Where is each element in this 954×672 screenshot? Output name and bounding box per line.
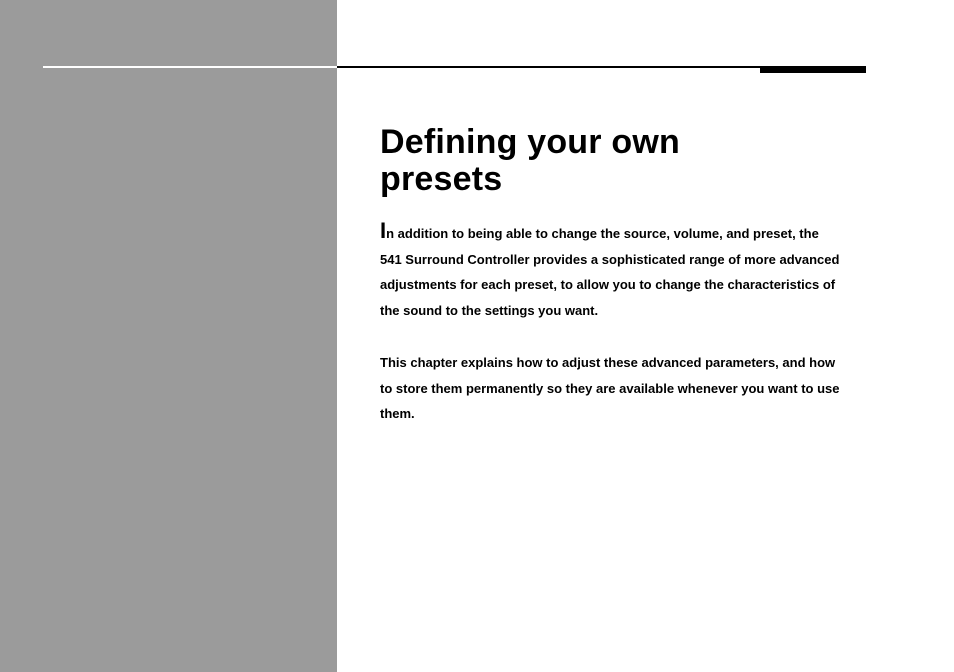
drop-cap: I [380,218,387,243]
side-panel [0,0,337,672]
page-content [380,124,870,427]
header-rule-thick [760,66,866,73]
intro-paragraph [380,220,870,324]
header-rule-dark [337,66,760,68]
header-rule-light [43,66,337,68]
intro-paragraph-text: n addition to being able to change the source, volume, and preset, the 541 Surround Controller provides a sophisticated range of more advanced adjustments for each preset, to allow you to change the characteristics of the sound to the settings you want. [380,226,840,319]
page-title: Defining your own presets [380,123,680,198]
chapter-paragraph: This chapter explains how to adjust these advanced parameters, and how to store them permanently so they are available whenever you want to use them. [380,354,840,422]
